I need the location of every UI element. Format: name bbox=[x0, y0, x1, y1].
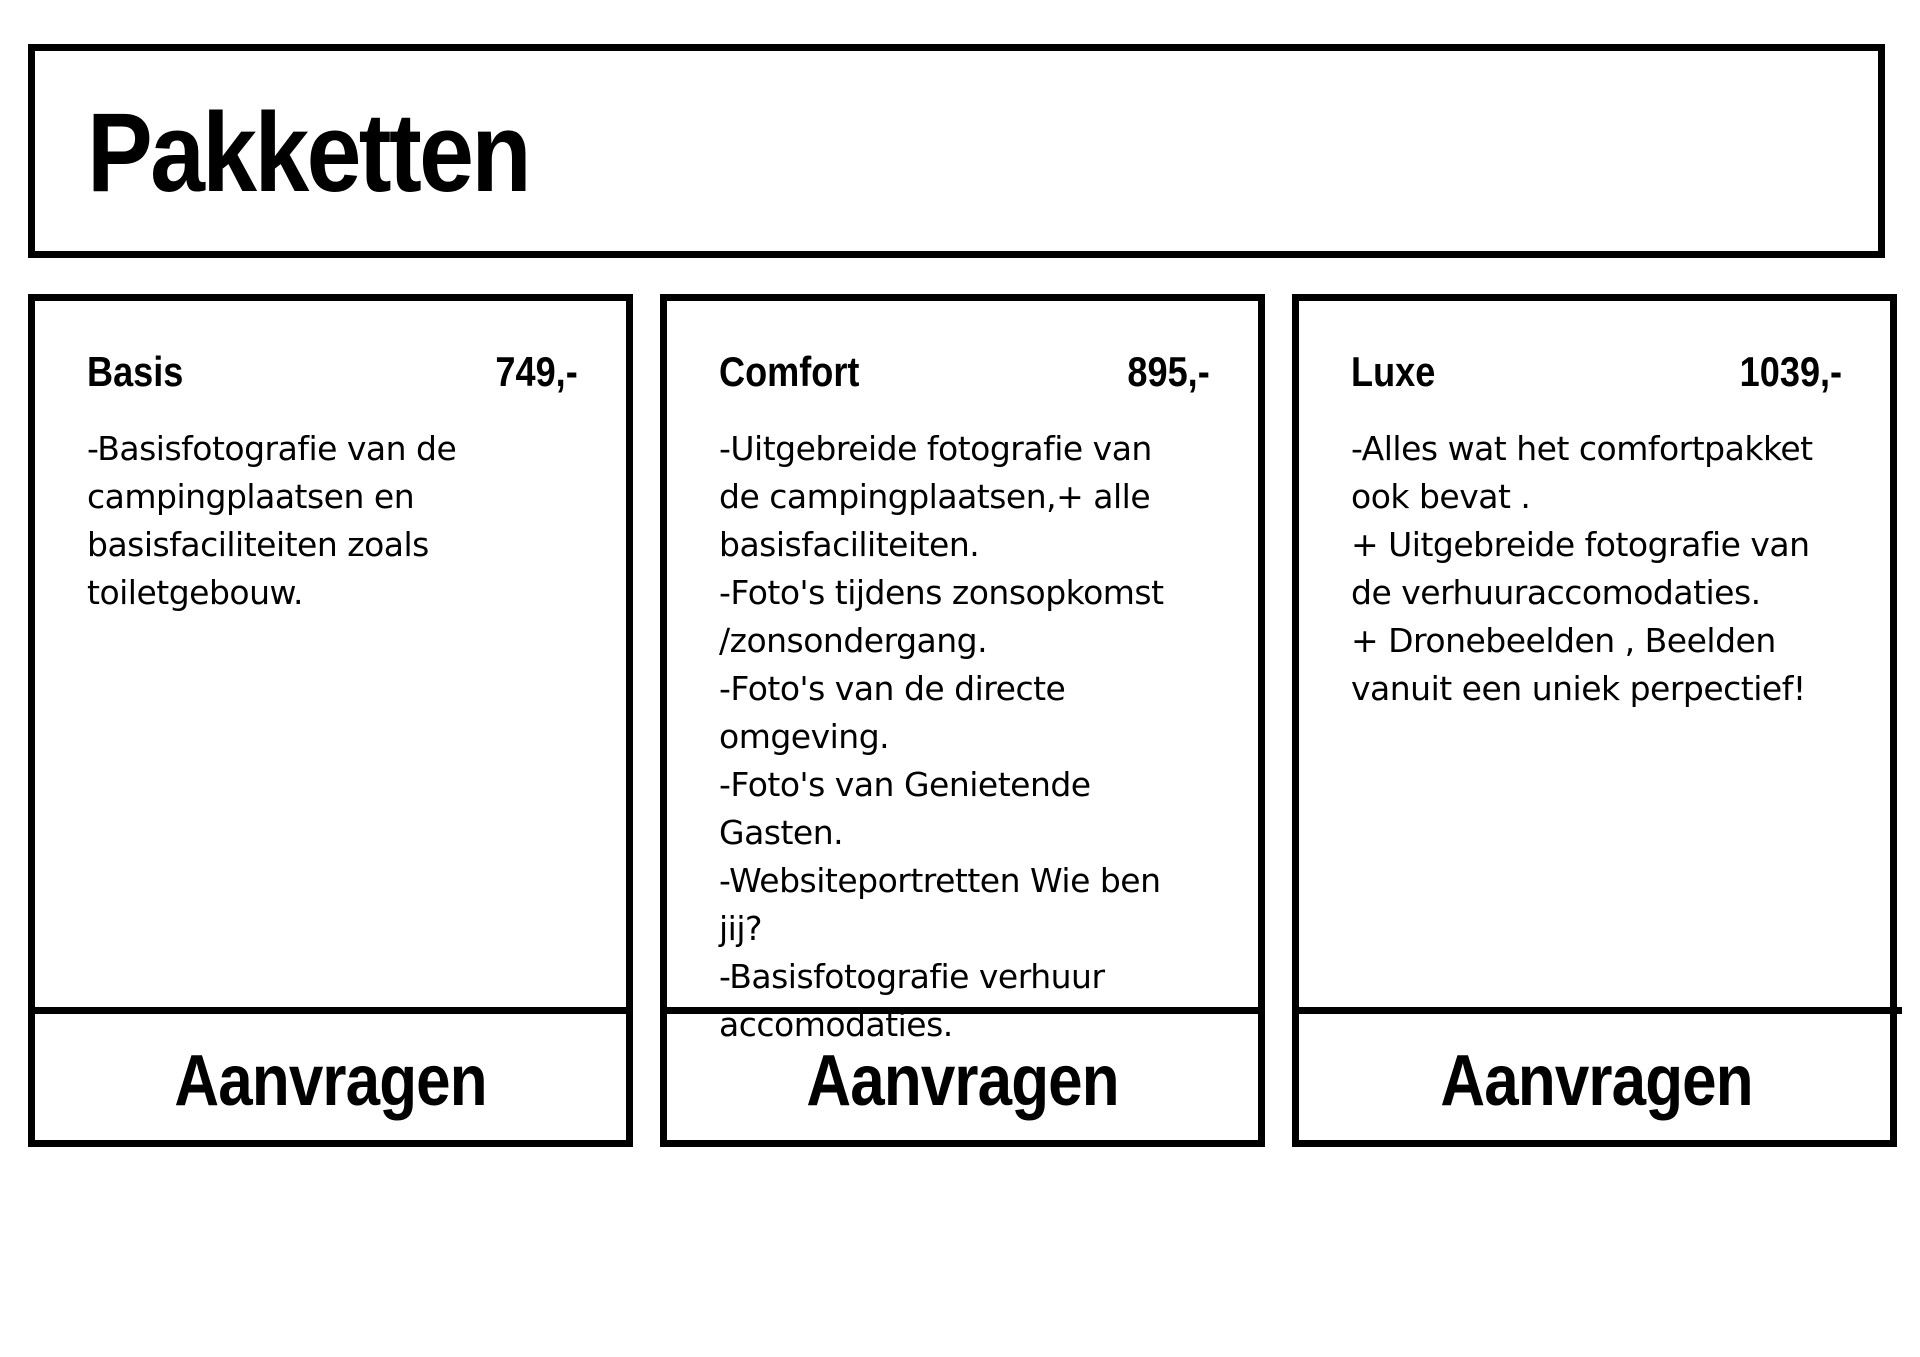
package-price: 1039,- bbox=[1739, 348, 1842, 395]
request-comfort-button[interactable] bbox=[660, 1014, 1265, 1147]
description-line: -Websiteportretten Wie ben bbox=[719, 861, 1161, 900]
package-name: Luxe bbox=[1351, 348, 1436, 395]
description-line: + Uitgebreide fotografie van bbox=[1351, 525, 1810, 564]
description-line: -Basisfotografie verhuur bbox=[719, 957, 1105, 996]
description-line: Gasten. bbox=[719, 813, 844, 852]
package-name: Comfort bbox=[719, 348, 860, 395]
description-line: jij? bbox=[719, 909, 763, 948]
package-price: 895,- bbox=[1127, 348, 1210, 395]
description-line: basisfaciliteiten zoals bbox=[87, 525, 429, 564]
description-line: /zonsondergang. bbox=[719, 621, 988, 660]
description-line: ook bevat . bbox=[1351, 477, 1531, 516]
description-line: -Basisfotografie van de bbox=[87, 429, 457, 468]
description-line: vanuit een uniek perpectief! bbox=[1351, 669, 1806, 708]
description-line: -Alles wat het comfortpakket bbox=[1351, 429, 1813, 468]
request-basis-button[interactable] bbox=[28, 1014, 633, 1147]
description-line: toiletgebouw. bbox=[87, 573, 303, 612]
request-button-label: Aanvragen bbox=[1440, 1040, 1754, 1121]
description-line: + Dronebeelden , Beelden bbox=[1351, 621, 1776, 660]
page-header bbox=[28, 44, 1885, 258]
description-line: de campingplaatsen,+ alle bbox=[719, 477, 1151, 516]
package-description bbox=[87, 425, 587, 617]
description-line: -Foto's van de directe bbox=[719, 669, 1066, 708]
description-line: campingplaatsen en bbox=[87, 477, 415, 516]
package-card-luxe bbox=[1292, 294, 1897, 1147]
package-description bbox=[719, 425, 1219, 1049]
package-footer bbox=[1292, 1007, 1902, 1147]
package-price: 749,- bbox=[495, 348, 578, 395]
description-line: -Foto's van Genietende bbox=[719, 765, 1091, 804]
description-line: omgeving. bbox=[719, 717, 890, 756]
package-card-basis bbox=[28, 294, 633, 1147]
description-line: de verhuuraccomodaties. bbox=[1351, 573, 1761, 612]
description-line: accomodaties. bbox=[719, 1005, 953, 1044]
description-line: -Foto's tijdens zonsopkomst bbox=[719, 573, 1164, 612]
package-card-comfort bbox=[660, 294, 1265, 1147]
package-footer bbox=[660, 1007, 1265, 1147]
description-line: basisfaciliteiten. bbox=[719, 525, 980, 564]
package-description bbox=[1351, 425, 1851, 713]
request-luxe-button[interactable] bbox=[1292, 1014, 1902, 1147]
description-line: -Uitgebreide fotografie van bbox=[719, 429, 1152, 468]
package-name: Basis bbox=[87, 348, 184, 395]
request-button-label: Aanvragen bbox=[806, 1040, 1119, 1121]
page-title: Pakketten bbox=[87, 90, 529, 215]
package-footer bbox=[28, 1007, 633, 1147]
request-button-label: Aanvragen bbox=[174, 1040, 487, 1121]
